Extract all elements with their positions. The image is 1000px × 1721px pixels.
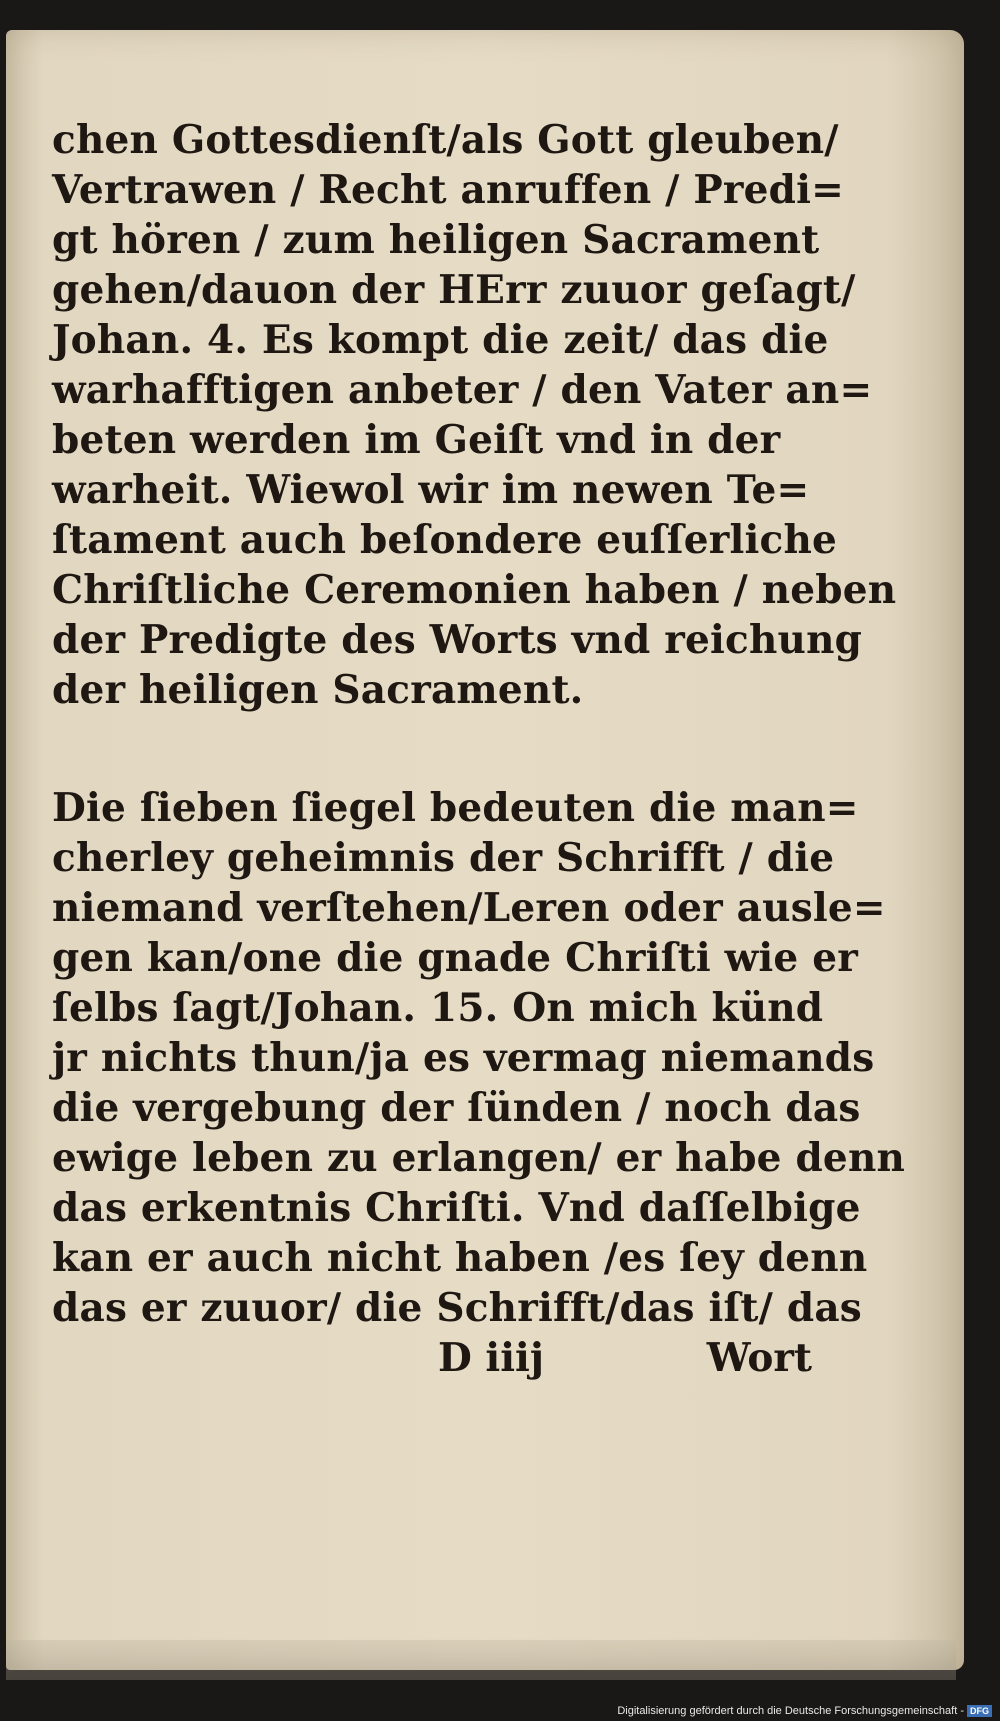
- text-line: Johan. 4. Es kompt die zeit/ das die: [52, 317, 829, 363]
- text-line: Chriſtliche Ceremonien haben / neben: [52, 567, 897, 613]
- text-line: ewige leben zu erlangen/ er habe denn: [52, 1135, 906, 1181]
- text-line: Die ſieben ſiegel bedeuten die man=: [52, 785, 859, 831]
- text-line: warheit. Wiewol wir im newen Te=: [52, 467, 810, 513]
- text-line: der Predigte des Worts vnd reichung: [52, 617, 863, 663]
- text-line: jr nichts thun/ja es vermag niemands: [52, 1035, 875, 1081]
- signature-mark: D iiij: [438, 1335, 544, 1381]
- text-line: gehen/dauon der HErr zuuor geſagt/: [52, 267, 856, 313]
- text-line: warhafftigen anbeter / den Vater an=: [52, 367, 873, 413]
- catchword: Wort: [706, 1335, 812, 1381]
- text-line: beten werden im Geiſt vnd in der: [52, 417, 781, 463]
- text-line: chen Gottesdienſt/als Gott gleuben/: [52, 117, 839, 163]
- text-line: ſtament auch beſondere euſſerliche: [52, 517, 838, 563]
- text-line: Vertrawen / Recht anruffen / Predi=: [52, 167, 845, 213]
- digitization-credit: [617, 1705, 992, 1717]
- text-line: ſelbs ſagt/Johan. 15. On mich künd: [52, 985, 824, 1031]
- text-line: cherley geheimnis der Schrifft / die: [52, 835, 835, 881]
- dfg-logo: DFG: [967, 1705, 992, 1717]
- text-line: kan er auch nicht haben /es ſey denn: [52, 1235, 868, 1281]
- paragraph-gap: [52, 715, 812, 783]
- catch-line: [52, 1333, 812, 1383]
- text-line: gen kan/one die gnade Chriſti wie er: [52, 935, 858, 981]
- paragraph-1: [52, 115, 897, 715]
- text-line: niemand verſtehen/Leren oder ausle=: [52, 885, 886, 931]
- text-line: die vergebung der ſünden / noch das: [52, 1085, 861, 1131]
- page-text: [52, 115, 906, 1383]
- text-line: das erkentnis Chriſti. Vnd daſſelbige: [52, 1185, 861, 1231]
- text-line: gt hören / zum heiligen Sacrament: [52, 217, 820, 263]
- paragraph-2: [52, 783, 906, 1333]
- credit-text: Digitalisierung gefördert durch die Deutsche Forschungsgemeinschaft -: [617, 1705, 964, 1717]
- text-line: das er zuuor/ die Schrifft/das iſt/ das: [52, 1285, 862, 1331]
- page-bottom-edge: [6, 1640, 956, 1680]
- text-line: der heiligen Sacrament.: [52, 667, 584, 713]
